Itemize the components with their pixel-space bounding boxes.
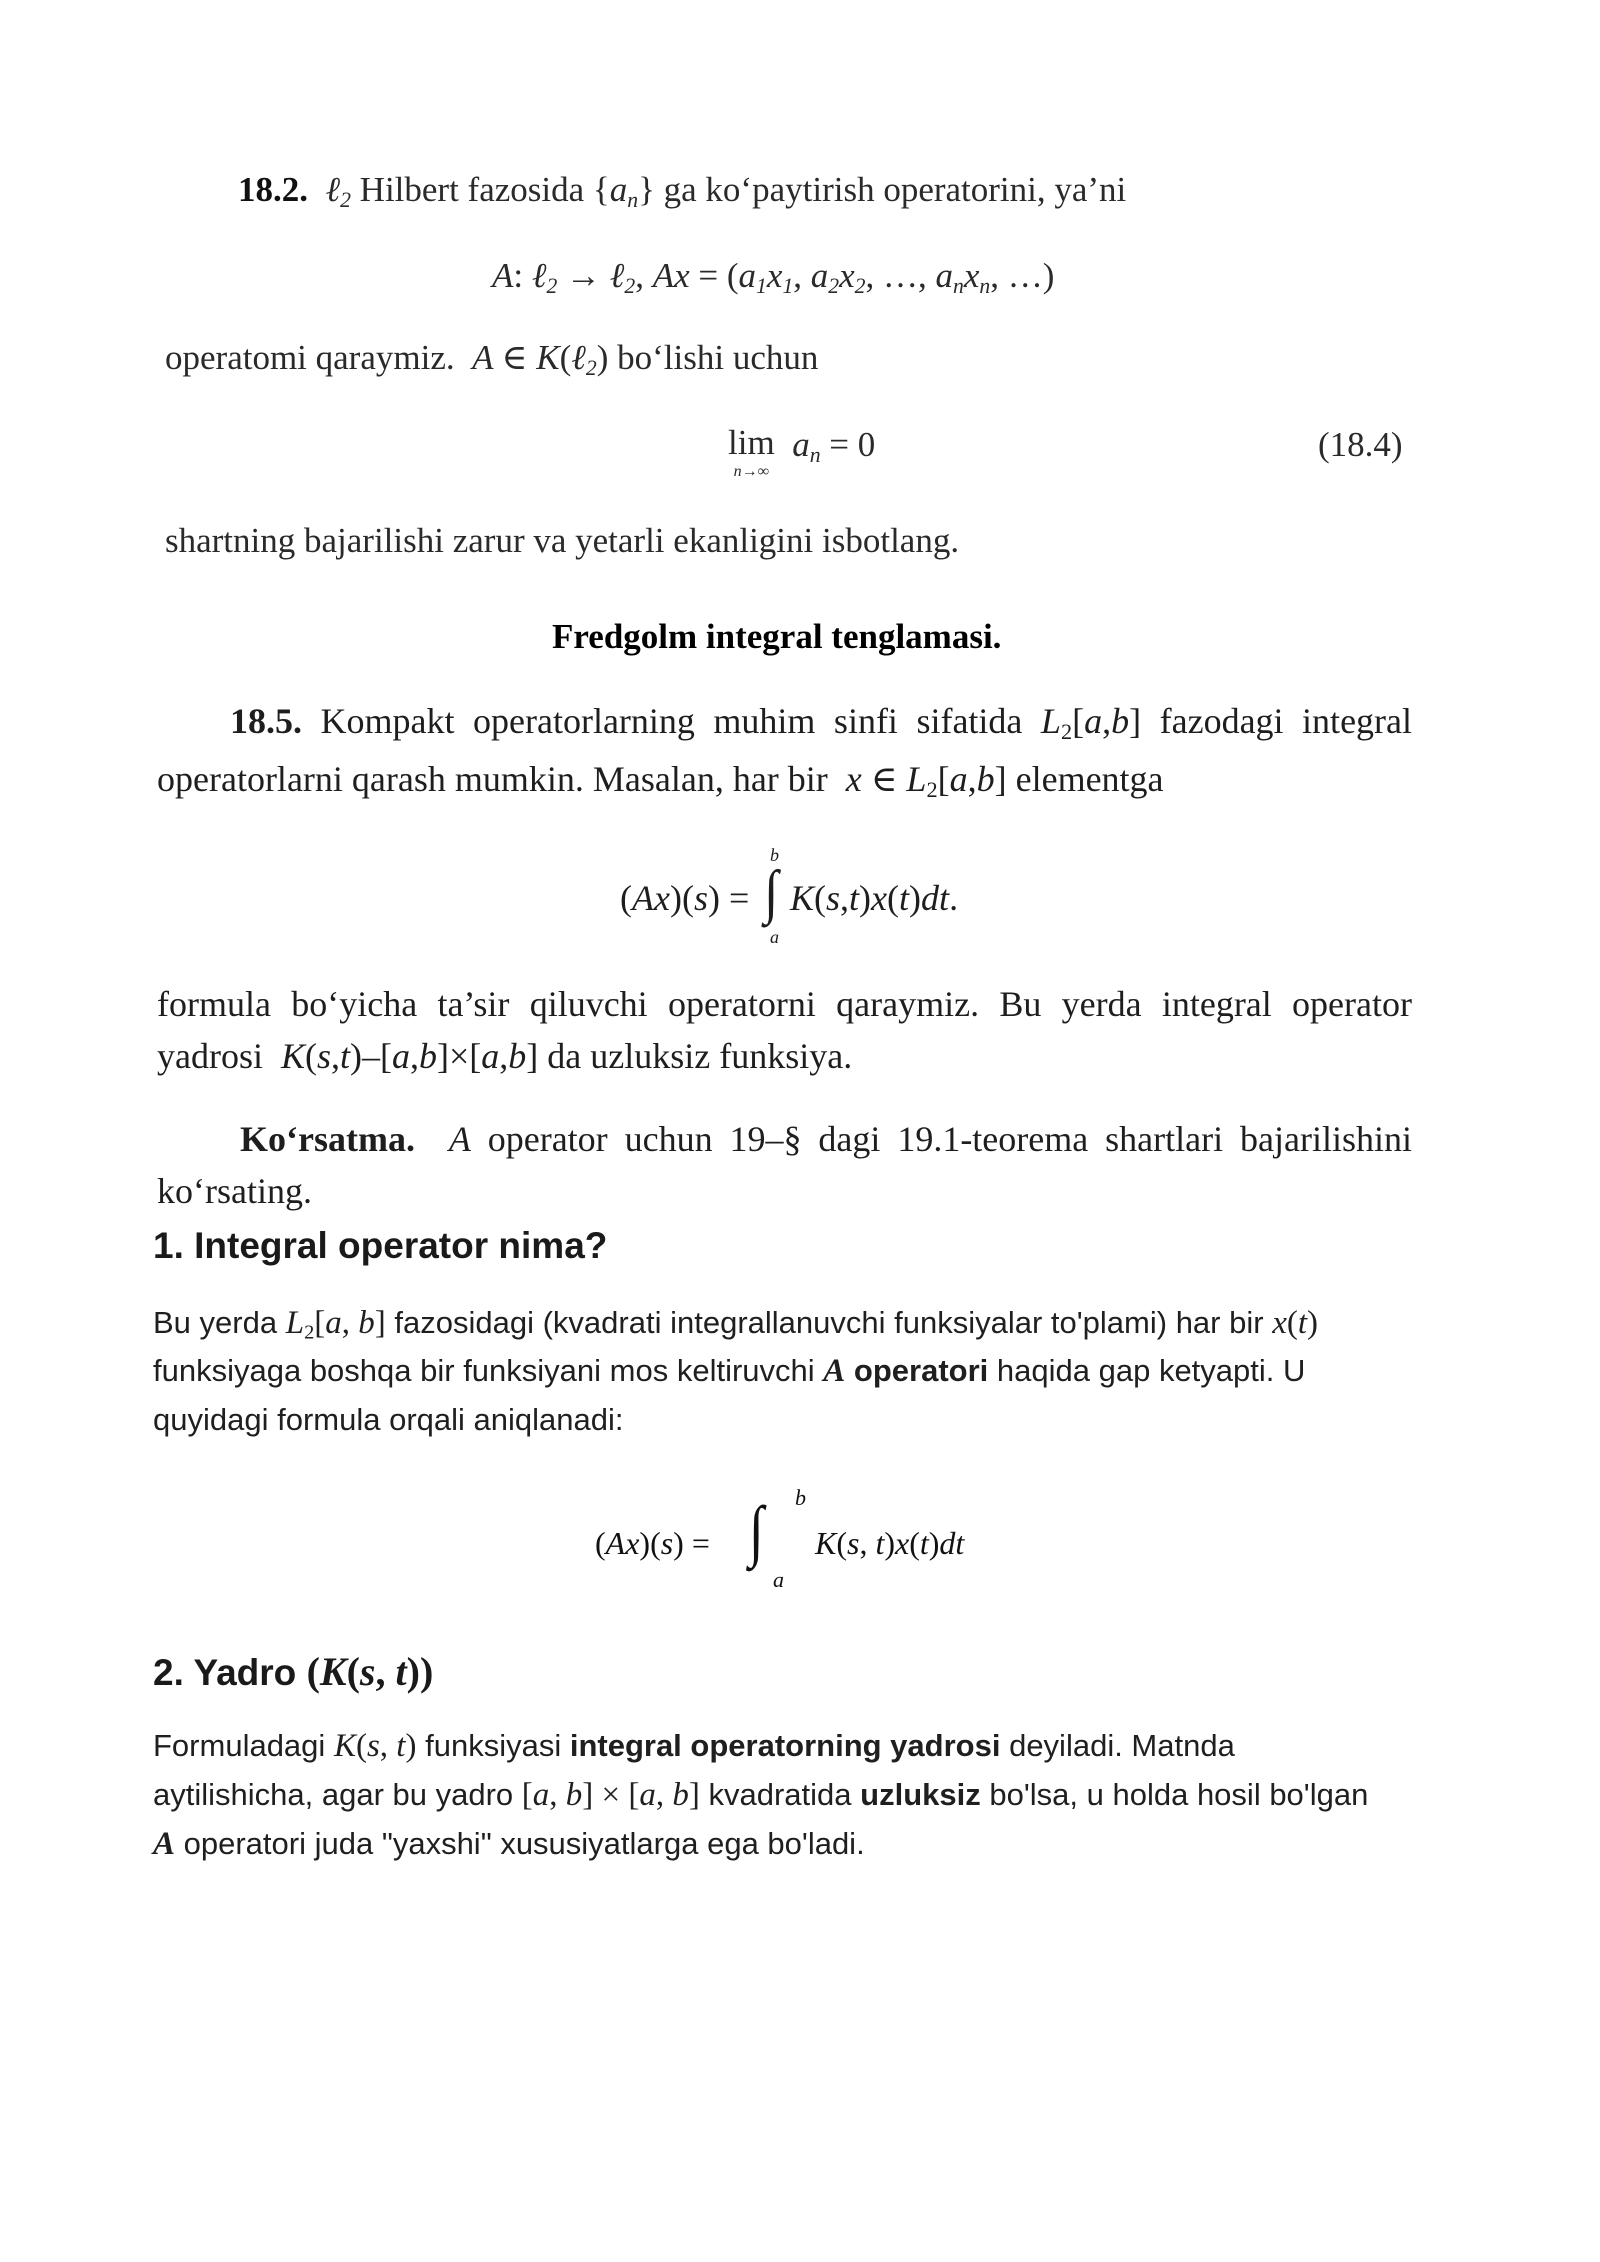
section-2-line1 xyxy=(153,1728,1235,1765)
text: ga ko‘paytirish operatorini, ya’ni xyxy=(663,170,1127,209)
text: Hilbert fazosida xyxy=(359,170,585,209)
problem-18-5-line2 xyxy=(157,758,1164,803)
section-1-line3: quyidagi formula orqali aniqlanadi: xyxy=(153,1402,624,1437)
math-l2ab: $L_2[a,b]$ xyxy=(1040,701,1142,745)
text: kvadratida xyxy=(708,1777,852,1812)
text: operatori juda "yaxshi" xususiyatlarga ega bo'ladi. xyxy=(183,1826,865,1861)
text: fazosidagi (kvadrati integrallanuvchi funksiyalar to'plami) har bir xyxy=(394,1305,1264,1340)
operator-definition-equation: A: ℓ$_2$ → ℓ$_2$, $Ax = (a_1x_1$, $a_2x_2$, …, $a_nx_n$, …) xyxy=(492,256,1055,299)
problem-18-2-line2 xyxy=(165,338,819,381)
hint-line2: ko‘rsating. xyxy=(157,1171,312,1211)
text-bold: integral operatorning yadrosi xyxy=(569,1728,1001,1763)
text: operator uchun 19–§ dagi 19.1-teorema shartlari bajarilishini xyxy=(487,1119,1412,1159)
text-bold: operatori xyxy=(853,1353,989,1388)
text: Formuladagi xyxy=(153,1728,326,1763)
math-xt: x(t) xyxy=(1272,1305,1319,1341)
text: funksiyasi xyxy=(425,1728,562,1763)
text-bold: uzluksiz xyxy=(860,1777,981,1812)
section-2-line3 xyxy=(153,1826,865,1863)
math-a-in-k: A ∈ K(ℓ$_2$) xyxy=(463,338,609,381)
heading-text: 2. Yadro xyxy=(153,1652,297,1693)
hint-label: Ko‘rsatma. xyxy=(240,1119,415,1159)
text: da uzluksiz funksiya. xyxy=(547,1036,853,1076)
text: yadrosi xyxy=(157,1036,263,1076)
math-a: A xyxy=(431,1119,471,1159)
section-2-line2 xyxy=(153,1777,1368,1814)
text: operatorlarni qarash mumkin. Masalan, har bir xyxy=(157,759,828,799)
math-l2ab: $L_2[a$, b] xyxy=(285,1305,386,1344)
text: Bu yerda xyxy=(153,1305,278,1340)
section-1-line2 xyxy=(153,1353,1305,1390)
problem-number: 18.5. xyxy=(230,701,302,741)
problem-18-5-line1 xyxy=(230,700,1413,745)
hint-line1 xyxy=(240,1118,1412,1160)
limit-equation: lim n→∞ $a_n = 0$ xyxy=(728,423,876,480)
text: Kompakt operatorlarning muhim sinfi sifatida xyxy=(320,701,1023,741)
math-kst: K(s, t) xyxy=(333,1728,417,1764)
text: fazodagi integral xyxy=(1159,701,1413,741)
math-ell2: ℓ$_2$ xyxy=(316,170,351,213)
math-an-set: $\{a_n\}$ xyxy=(592,170,655,213)
text: bo‘lishi uchun xyxy=(617,338,819,377)
problem-18-5-line3: formula bo‘yicha ta’sir qiluvchi operatorni qaraymiz. Bu yerda integral operator xyxy=(157,984,1412,1024)
problem-18-2-line1 xyxy=(238,170,1127,213)
math-x-in-l2: x ∈ $L_2[a,b]$ xyxy=(836,759,1007,803)
section-1-heading: 1. Integral operator nima? xyxy=(153,1225,608,1266)
problem-18-5-line4 xyxy=(157,1035,852,1077)
section-1-line1 xyxy=(153,1305,1318,1342)
text: bo'lsa, u holda hosil bo'lgan xyxy=(989,1777,1369,1812)
text: haqida gap ketyapti. U xyxy=(996,1353,1306,1388)
section-2-heading xyxy=(153,1648,433,1695)
text: aytilishicha, agar bu yadro xyxy=(153,1777,514,1812)
math-a-bold: A xyxy=(153,1826,176,1862)
math-a-bold: A xyxy=(823,1353,846,1389)
text: funksiyaga boshqa bir funksiyani mos keltiruvchi xyxy=(153,1353,815,1388)
text: deyiladi. Matnda xyxy=(1009,1728,1235,1763)
text: operatomi qaraymiz. xyxy=(165,338,455,377)
section-title: Fredgolm integral tenglamasi. xyxy=(552,617,1002,656)
problem-18-2-line3: shartning bajarilishi zarur va yetarli ekanligini isbotlang. xyxy=(165,521,960,560)
equation-number: (18.4) xyxy=(1318,425,1403,464)
math-kst: (K(s, t)) xyxy=(306,1649,434,1694)
text: elementga xyxy=(1015,759,1164,799)
math-square: [a, b] × [a, b] xyxy=(521,1777,700,1813)
math-kernel-domain: K(s,t)–[a,b]×[a,b] xyxy=(271,1036,539,1076)
problem-number: 18.2. xyxy=(238,170,308,209)
